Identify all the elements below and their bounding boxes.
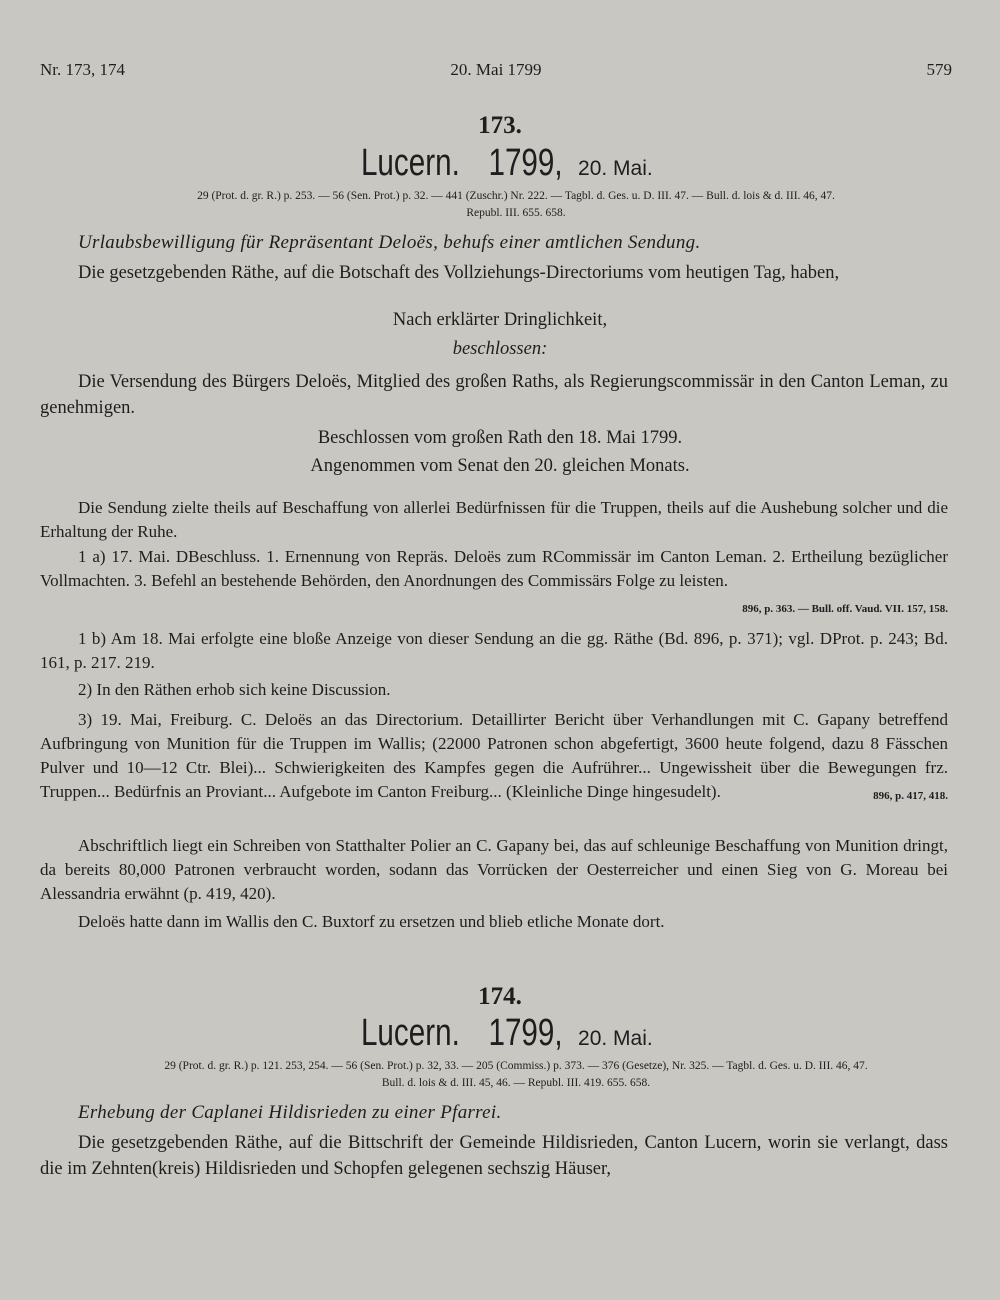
year: 1799, bbox=[488, 1012, 564, 1054]
running-header bbox=[40, 60, 952, 86]
date: 20. Mai. bbox=[578, 1027, 653, 1050]
document-number-173: 173. bbox=[478, 112, 522, 139]
archival-references-174 bbox=[72, 1058, 960, 1092]
document-place-date-173 bbox=[0, 142, 1000, 185]
accepted-senate: Angenommen vom Senat den 20. gleichen Monats. bbox=[310, 456, 690, 476]
note-closing: Deloës hatte dann im Wallis den C. Buxtorf zu ersetzen und blieb etliche Monate dort. bbox=[78, 912, 665, 931]
preamble-paragraph-174: Die gesetzgebenden Räthe, auf die Bittschrift der Gemeinde Hildisrieden, Canton Lucern, worin sie verlangt, dass die im Zehnten(kreis) Hildisrieden und Schopfen gelegenen sechszig Häuser, bbox=[40, 1133, 948, 1179]
note-3 bbox=[40, 708, 948, 808]
header-document-numbers: Nr. 173, 174 bbox=[40, 60, 125, 79]
references-line-1: 29 (Prot. d. gr. R.) p. 253. — 56 (Sen. Prot.) p. 32. — 441 (Zuschr.) Nr. 222. — Tagbl. d. Ges. u. D. III. 47. — Bull. d. lois & d. III. 46, 47. bbox=[197, 190, 835, 202]
decided-great-council: Beschlossen vom großen Rath den 18. Mai 1799. bbox=[317, 428, 683, 448]
note-1a bbox=[40, 545, 948, 621]
note-2: 2) In den Räthen erhob sich keine Discussion. bbox=[78, 680, 391, 699]
page-number: 579 bbox=[926, 60, 952, 79]
note-3-text: 3) 19. Mai, Freiburg. C. Deloës an das Directorium. Detaillirter Bericht über Verhandlungen mit C. Gapany betreffend Aufbringung von Munition für die Truppen im Wallis; (22000 Patronen schon abgefertigt, 3600 heute folgend, dazu 8 Fässchen Pulver und 10—12 Ctr. Blei)... Schwierigkeiten des Kampfes gegen die Aufrührer... Ungewissheit über die Bewegungen frz. Truppen... Bedürfnis an Proviant... Aufgebote im Canton Freiburg... (Kleinliche Dinge hingesudelt). bbox=[40, 710, 948, 801]
year: 1799, bbox=[488, 142, 564, 184]
document-number-174: 174. bbox=[478, 983, 522, 1010]
note-1b: 1 b) Am 18. Mai erfolgte eine bloße Anzeige von dieser Sendung an die gg. Räthe (Bd. 896, p. 371); vgl. DProt. p. 243; Bd. 161, p. 217. 219. bbox=[40, 629, 948, 672]
references-line-2: Bull. d. lois & d. III. 45, 46. — Republ. III. 419. 655. 658. bbox=[381, 1077, 651, 1089]
document-title-173: Urlaubsbewilligung für Repräsentant Deloës, behufs einer amtlichen Sendung. bbox=[78, 232, 701, 253]
date: 20. Mai. bbox=[578, 157, 653, 180]
urgency-line: Nach erklärter Dringlichkeit, bbox=[392, 310, 608, 330]
archival-references-173 bbox=[72, 188, 960, 222]
note-3-reference: 896, p. 417, 418. bbox=[873, 790, 948, 802]
note-copy-letter: Abschriftlich liegt ein Schreiben von Statthalter Polier an C. Gapany bei, das auf schleunige Beschaffung von Munition dringt, da bereits 80,000 Patronen verbraucht worden, sodann das Vorrücken der Oesterreicher und einen Sieg von G. Moreau bei Alessandria erwähnt (p. 419, 420). bbox=[40, 836, 948, 903]
references-line-2: Republ. III. 655. 658. bbox=[466, 207, 566, 219]
document-title-174: Erhebung der Caplanei Hildisrieden zu einer Pfarrei. bbox=[78, 1102, 502, 1123]
note-paragraph: Die Sendung zielte theils auf Beschaffung von allerlei Bedürfnissen für die Truppen, theils auf die Aushebung solcher und die Erhaltung der Ruhe. bbox=[40, 498, 948, 541]
note-1a-reference: 896, p. 363. — Bull. off. Vaud. VII. 157, 158. bbox=[742, 603, 948, 615]
header-date: 20. Mai 1799 bbox=[450, 60, 542, 79]
note-1a-text: 1 a) 17. Mai. DBeschluss. 1. Ernennung von Repräs. Deloës zum RCommissär im Canton Leman. 2. Ertheilung bezüglicher Vollmachten. 3. Befehl an bestehende Behörden, den Anordnungen des Commissärs Folge zu leisten. bbox=[40, 547, 948, 590]
place-name: Lucern. bbox=[361, 142, 461, 184]
references-line-1: 29 (Prot. d. gr. R.) p. 121. 253, 254. — 56 (Sen. Prot.) p. 32, 33. — 205 (Commiss.) p. 373. — 376 (Gesetze), Nr. 325. — Tagbl. d. Ges. u. D. III. 46, 47. bbox=[164, 1060, 868, 1072]
document-place-date-174 bbox=[0, 1012, 1000, 1055]
place-name: Lucern. bbox=[361, 1012, 461, 1054]
preamble-paragraph: Die gesetzgebenden Räthe, auf die Botschaft des Vollziehungs-Directoriums vom heutigen Tag, haben, bbox=[78, 263, 840, 283]
resolution-paragraph: Die Versendung des Bürgers Deloës, Mitglied des großen Raths, als Regierungscommissär in den Canton Leman, zu genehmigen. bbox=[40, 372, 948, 418]
resolved-line: beschlossen: bbox=[452, 339, 548, 359]
